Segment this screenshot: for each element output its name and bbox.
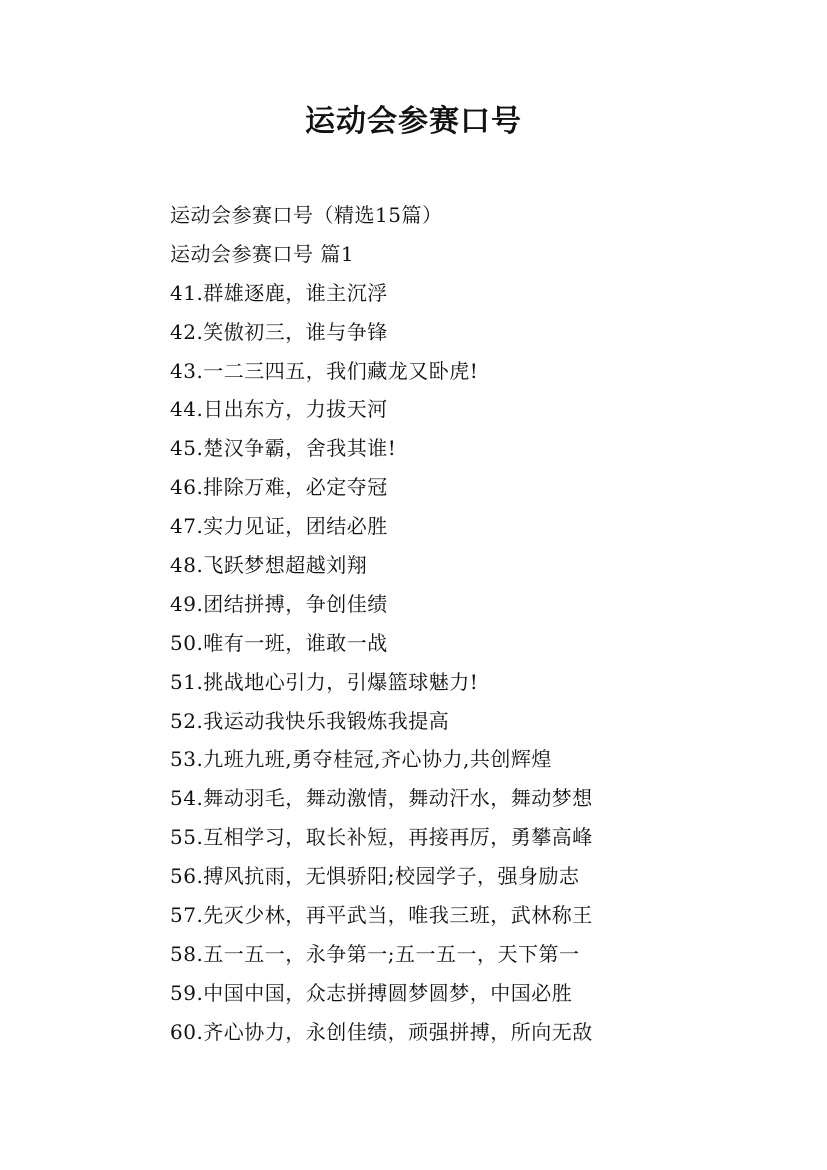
slogan-item: 45.楚汉争霸，舍我其谁! xyxy=(170,436,397,461)
slogan-item: 44.日出东方，力拔天河 xyxy=(170,397,388,422)
slogan-item: 42.笑傲初三，谁与争锋 xyxy=(170,319,388,344)
slogan-item: 41.群雄逐鹿，谁主沉浮 xyxy=(170,280,388,305)
slogan-item: 60.齐心协力，永创佳绩，顽强拼搏，所向无敌 xyxy=(170,1019,593,1044)
slogan-item: 52.我运动我快乐我锻炼我提高 xyxy=(170,708,450,733)
slogan-item: 54.舞动羽毛，舞动激情，舞动汗水，舞动梦想 xyxy=(170,786,593,811)
slogan-item: 47.实力见证，团结必胜 xyxy=(170,514,388,539)
slogan-item: 55.互相学习，取长补短，再接再厉，勇攀高峰 xyxy=(170,825,593,850)
slogan-item: 53.九班九班,勇夺桂冠,齐心协力,共创辉煌 xyxy=(170,747,552,772)
slogan-item: 48.飞跃梦想超越刘翔 xyxy=(170,553,368,578)
slogan-item: 43.一二三四五，我们藏龙又卧虎! xyxy=(170,358,479,383)
slogan-item: 56.搏风抗雨，无惧骄阳;校园学子，强身励志 xyxy=(170,864,580,889)
document-subtitle: 运动会参赛口号（精选15篇） xyxy=(170,203,443,227)
section-heading: 运动会参赛口号 篇1 xyxy=(170,241,355,266)
document-title: 运动会参赛口号 xyxy=(305,104,522,139)
slogan-item: 57.先灭少林，再平武当，唯我三班，武林称王 xyxy=(170,903,593,928)
slogan-item: 51.挑战地心引力，引爆篮球魅力! xyxy=(170,669,479,694)
slogan-item: 49.团结拼搏，争创佳绩 xyxy=(170,591,388,616)
slogan-item: 50.唯有一班，谁敢一战 xyxy=(170,630,388,655)
slogan-item: 58.五一五一，永争第一;五一五一，天下第一 xyxy=(170,941,580,966)
slogan-item: 46.排除万难，必定夺冠 xyxy=(170,475,388,500)
document-body xyxy=(170,196,810,1052)
slogan-item: 59.中国中国，众志拼搏圆梦圆梦，中国必胜 xyxy=(170,980,573,1005)
